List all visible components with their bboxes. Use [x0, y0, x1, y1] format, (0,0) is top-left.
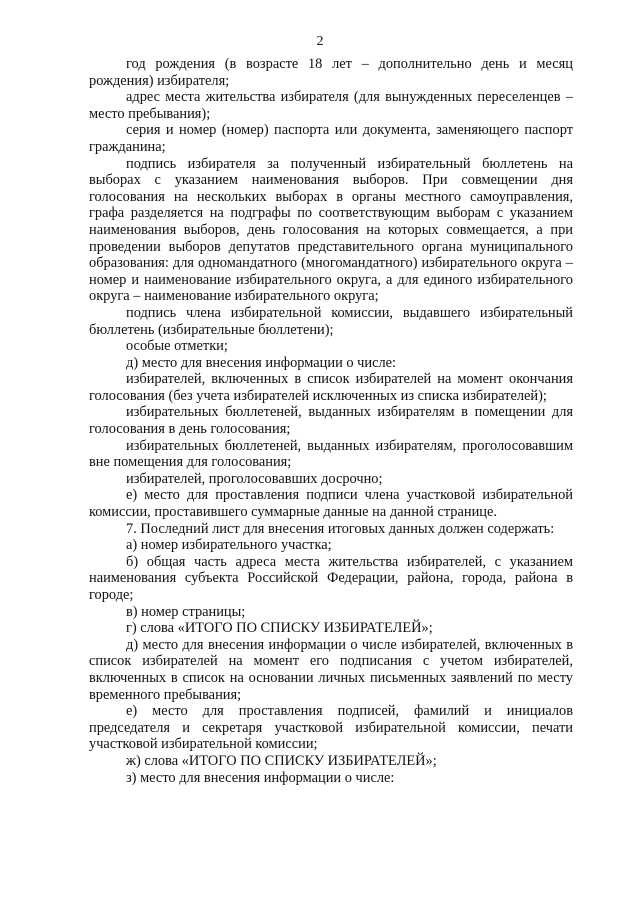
paragraph-item-a: а) номер избирательного участка; — [126, 537, 332, 554]
paragraph-item-g: г) слова «ИТОГО ПО СПИСКУ ИЗБИРАТЕЛЕЙ»; — [126, 620, 433, 637]
paragraph-item-e2: е) место для проставления подписей, фамилий и инициалов председателя и секретаря участковой избирательной комиссии, печати участковой избирательной комиссии; — [89, 703, 573, 753]
paragraph-address: адрес места жительства избирателя (для вынужденных переселенцев – место пребывания); — [89, 89, 573, 122]
paragraph-voter-signature: подпись избирателя за полученный избирательный бюллетень на выборах с указанием наименования выборов. При совмещении дня голосования на нескольких выборах в органы местного самоуправления, графа разделяется на подграфы по соответствующим выборам с указанием наименования выборов, день голосования на которых совмещается, а при проведении выборов депутатов представительного органа муниципального образования: для одномандатного (многомандатного) избирательного округа – номер и наименование избирательного округа, а для единого избирательного округа – наименование избирательного округа; — [89, 155, 573, 305]
paragraph-ballots-issued-in-room: избирательных бюллетеней, выданных избирателям в помещении для голосования в день голосования; — [89, 404, 573, 438]
page-number: 2 — [316, 34, 324, 49]
document-body — [89, 56, 573, 786]
paragraph-section-7: 7. Последний лист для внесения итоговых данных должен содержать: — [126, 520, 555, 537]
paragraph-birth-date: год рождения (в возрасте 18 лет – дополнительно день и месяц рождения) избирателя; — [89, 56, 573, 89]
paragraph-item-d: д) место для внесения информации о числе: — [126, 354, 397, 371]
paragraph-passport: серия и номер (номер) паспорта или документа, заменяющего паспорт гражданина; — [89, 122, 573, 155]
paragraph-voters-included: избирателей, включенных в список избирателей на момент окончания голосования (без учета избирателей исключенных из списка избирателей); — [89, 371, 573, 404]
paragraph-item-v: в) номер страницы; — [126, 603, 246, 620]
paragraph-item-d2: д) место для внесения информации о числе избирателей, включенных в список избирателей на момент его подписания с учетом избирателей, включенных в список на основании личных письменных заявлений по месту временного пребывания; — [89, 636, 573, 703]
paragraph-item-zh: ж) слова «ИТОГО ПО СПИСКУ ИЗБИРАТЕЛЕЙ»; — [126, 752, 437, 769]
paragraph-ballots-outside-room: избирательных бюллетеней, выданных избирателям, проголосовавшим вне помещения для голосования; — [89, 437, 573, 471]
paragraph-item-e: е) место для проставления подписи члена участковой избирательной комиссии, проставившего суммарные данные на данной странице. — [89, 487, 573, 521]
paragraph-commission-signature: подпись члена избирательной комиссии, выдавшего избирательный бюллетень (избирательные бюллетени); — [89, 304, 573, 338]
paragraph-item-z: з) место для внесения информации о числе: — [126, 769, 395, 786]
paragraph-early-voters: избирателей, проголосовавших досрочно; — [126, 470, 383, 487]
paragraph-item-b: б) общая часть адреса места жительства избирателей, с указанием наименования субъекта Российской Федерации, района, города, района в городе; — [89, 553, 573, 603]
paragraph-special-notes: особые отметки; — [126, 338, 228, 355]
